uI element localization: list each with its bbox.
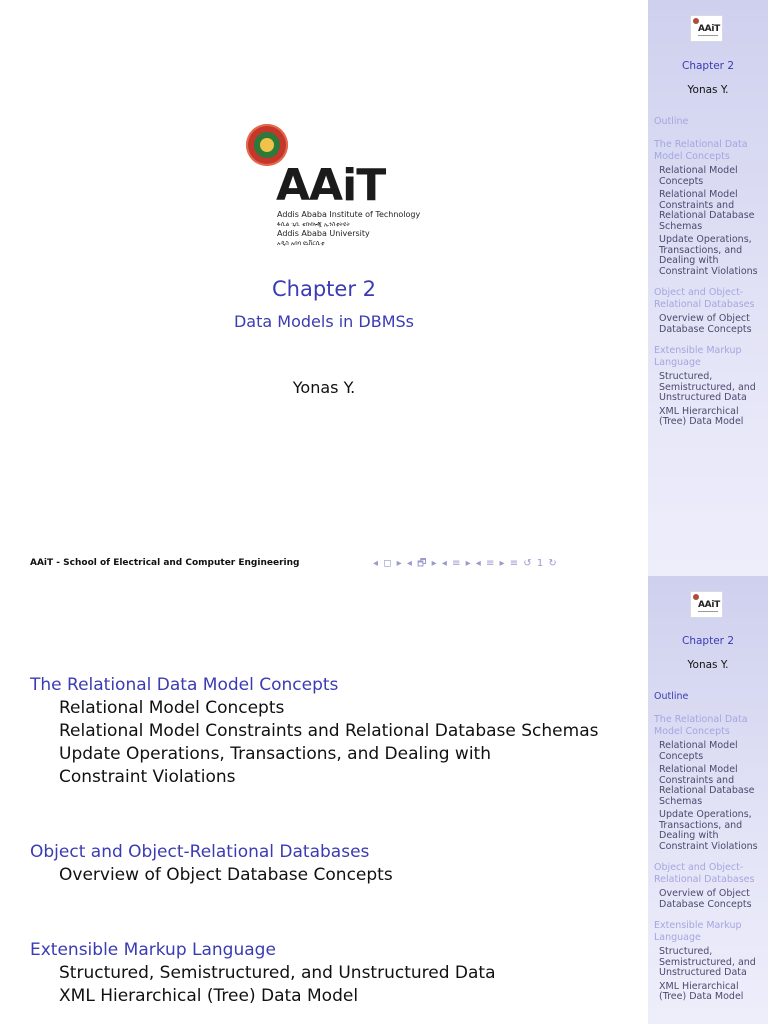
sidebar-title[interactable]: Chapter 2	[682, 60, 734, 72]
sidebar-logo-text: AAiT	[698, 24, 720, 34]
toc-item[interactable]: Overview of Object Database Concepts	[59, 865, 393, 885]
sidebar-item[interactable]: Structured, Semistructured, and Unstructured Data	[659, 371, 756, 403]
sidebar-item[interactable]: Update Operations, Transactions, and Dealing with Constraint Violations	[659, 809, 758, 852]
sidebar-item[interactable]: Overview of Object Database Concepts	[659, 313, 752, 335]
toc-item[interactable]: Structured, Semistructured, and Unstructured Data	[59, 963, 496, 983]
sidebar-section-xml[interactable]: Extensible Markup Language	[654, 345, 742, 368]
beamer-navigation-bar[interactable]: ◂ ◻ ▸ ◂ 🗗 ▸ ◂ ≡ ▸ ◂ ≡ ▸ ≡ ↺ 1 ↻	[373, 558, 558, 569]
toc-section[interactable]: The Relational Data Model Concepts	[30, 675, 339, 695]
sidebar-item[interactable]: Overview of Object Database Concepts	[659, 888, 752, 910]
logo-line-2: ፋሲል ጊቢ ቴክኖሎጂ ኢንስቲትዩት	[277, 221, 351, 228]
sidebar-item[interactable]: XML Hierarchical (Tree) Data Model	[659, 405, 744, 427]
sidebar-logo	[690, 15, 723, 42]
sidebar-section-outline[interactable]: Outline	[654, 116, 689, 127]
toc-section[interactable]: Object and Object-Relational Databases	[30, 842, 370, 862]
sidebar-item[interactable]: Relational Model Concepts	[659, 165, 738, 187]
toc-item[interactable]: Relational Model Constraints and Relational Database Schemas	[59, 721, 599, 741]
sidebar-item[interactable]: Update Operations, Transactions, and Dealing with Constraint Violations	[659, 234, 758, 277]
logo-line-3: Addis Ababa University	[277, 229, 370, 238]
sidebar-section-relational[interactable]: The Relational Data Model Concepts	[654, 714, 748, 737]
sidebar-nav	[654, 116, 766, 428]
sidebar-item[interactable]: Relational Model Constraints and Relational Database Schemas	[659, 764, 755, 807]
aait-logo	[246, 124, 421, 254]
sidebar-nav	[654, 691, 766, 1003]
sidebar-section-xml[interactable]: Extensible Markup Language	[654, 920, 742, 943]
sidebar-logo-text: AAiT	[698, 600, 720, 610]
sidebar-logo	[690, 591, 723, 618]
sidebar-title[interactable]: Chapter 2	[682, 635, 734, 647]
sidebar-item[interactable]: Relational Model Concepts	[659, 740, 738, 762]
sidebar-section-relational[interactable]: The Relational Data Model Concepts	[654, 139, 748, 162]
table-of-contents	[30, 674, 630, 1008]
slide-subtitle: Data Models in DBMSs	[233, 312, 414, 331]
logo-wordmark: AAiT	[276, 160, 386, 211]
toc-item[interactable]: Update Operations, Transactions, and Dealing with Constraint Violations	[59, 744, 491, 787]
sidebar-author: Yonas Y.	[687, 659, 729, 671]
sidebar-author: Yonas Y.	[687, 84, 729, 96]
sidebar	[648, 0, 768, 576]
toc-section[interactable]: Extensible Markup Language	[30, 940, 276, 960]
sidebar-item[interactable]: Relational Model Constraints and Relational Database Schemas	[659, 189, 755, 232]
sidebar-item[interactable]: XML Hierarchical (Tree) Data Model	[659, 980, 744, 1002]
sidebar-section-object[interactable]: Object and Object-Relational Databases	[654, 287, 755, 310]
toc-item[interactable]: Relational Model Concepts	[59, 698, 285, 718]
sidebar	[648, 576, 768, 1024]
logo-line-1: Addis Ababa Institute of Technology	[277, 210, 421, 219]
slide-author: Yonas Y.	[292, 378, 356, 397]
sidebar-section-object[interactable]: Object and Object-Relational Databases	[654, 862, 755, 885]
toc-item[interactable]: XML Hierarchical (Tree) Data Model	[59, 986, 359, 1006]
outline-slide	[0, 576, 768, 1024]
slide-title: Chapter 2	[272, 277, 376, 301]
footer-institution: AAiT - School of Electrical and Computer Engineering	[30, 558, 300, 568]
sidebar-section-outline[interactable]: Outline	[654, 691, 689, 702]
logo-line-4: አዲስ አበባ ዩኒቨርሲቲ	[277, 240, 325, 247]
sidebar-item[interactable]: Structured, Semistructured, and Unstructured Data	[659, 946, 756, 978]
